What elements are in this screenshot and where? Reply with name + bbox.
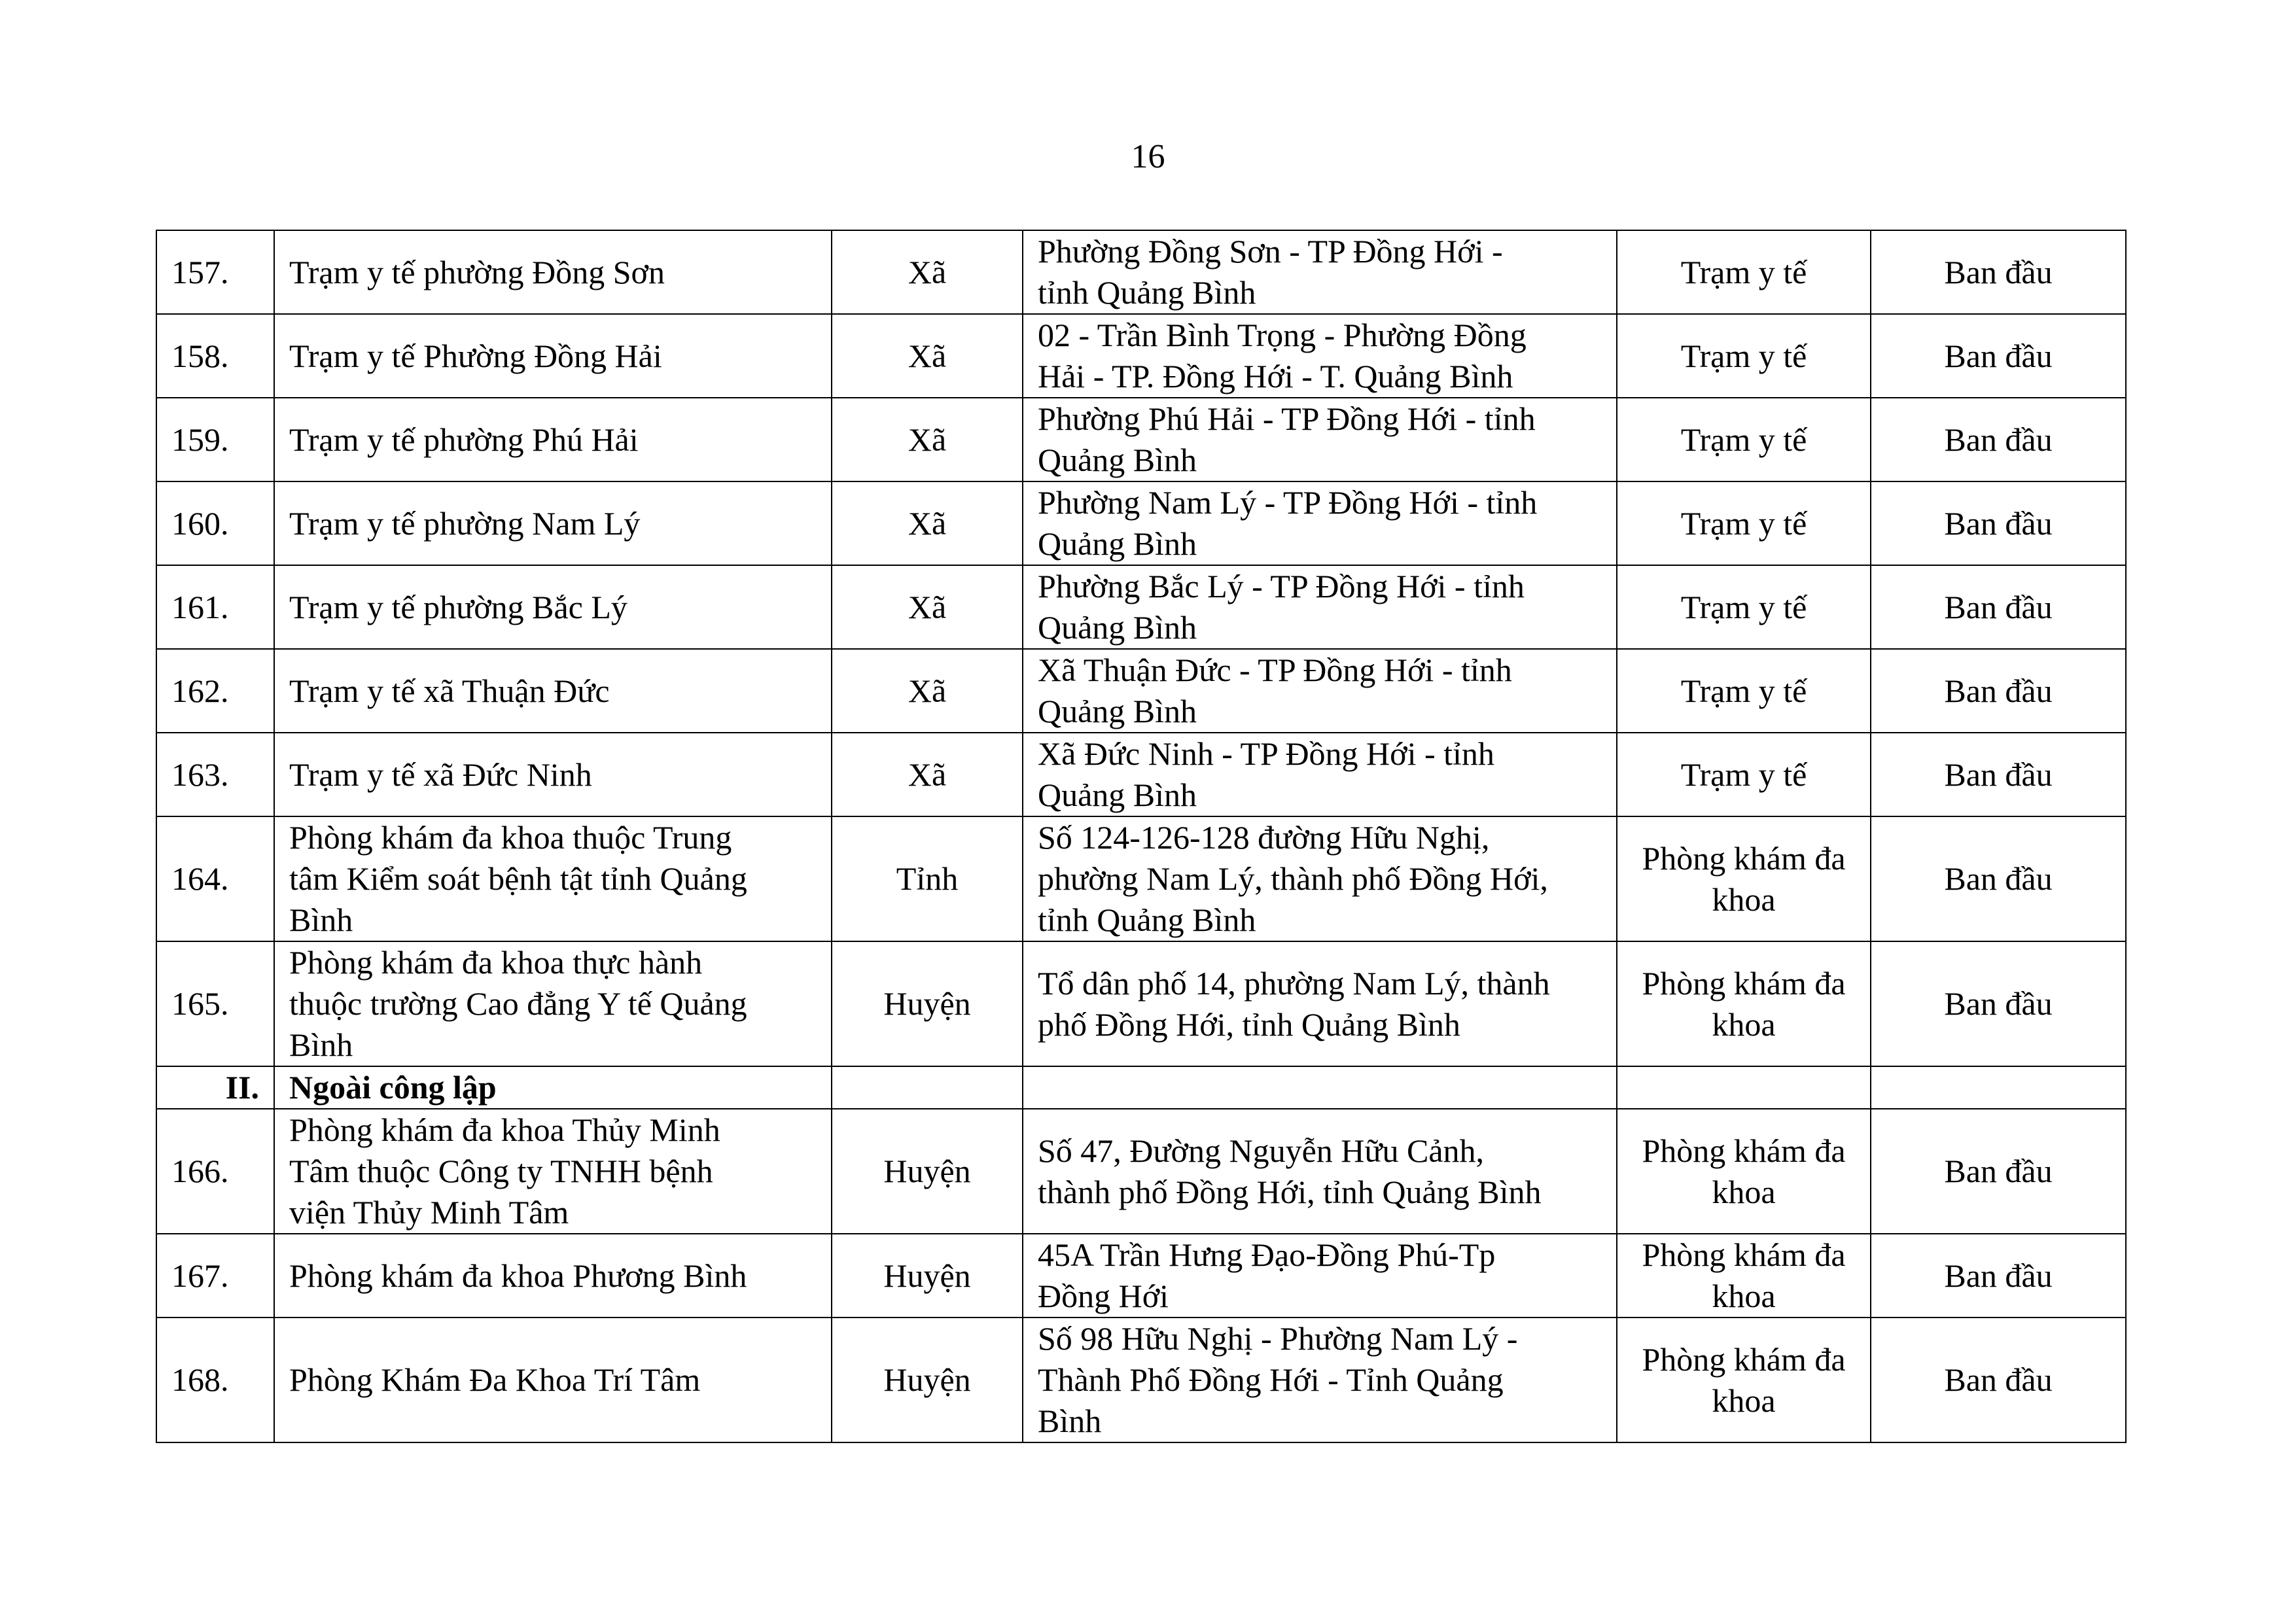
facility-address bbox=[1023, 1109, 1617, 1234]
section-row bbox=[156, 1066, 2126, 1109]
cell-line: Phòng khám đa bbox=[1642, 1236, 1846, 1273]
cell-line: tâm Kiểm soát bệnh tật tỉnh Quảng bbox=[289, 860, 747, 897]
cell-line: 02 - Trần Bình Trọng - Phường Đồng bbox=[1038, 317, 1527, 353]
facility-scope: Ban đầu bbox=[1871, 649, 2126, 733]
facility-level: Xã bbox=[832, 314, 1023, 398]
cell-line: Phòng khám đa bbox=[1642, 839, 1846, 877]
cell-line: Đồng Hới bbox=[1038, 1278, 1169, 1314]
facility-name bbox=[274, 1234, 832, 1318]
facility-address bbox=[1023, 1318, 1617, 1442]
cell-line: Hải - TP. Đồng Hới - T. Quảng Bình bbox=[1038, 358, 1513, 394]
facility-name bbox=[274, 733, 832, 816]
facility-scope: Ban đầu bbox=[1871, 230, 2126, 314]
cell-line: tỉnh Quảng Bình bbox=[1038, 901, 1256, 938]
empty-cell bbox=[1871, 1066, 2126, 1109]
row-number: 157. bbox=[156, 230, 274, 314]
cell-line: Số 98 Hữu Nghị - Phường Nam Lý - bbox=[1038, 1320, 1518, 1357]
facility-level: Xã bbox=[832, 230, 1023, 314]
cell-line: Trạm y tế bbox=[1680, 337, 1807, 374]
cell-line: Phường Nam Lý - TP Đồng Hới - tỉnh bbox=[1038, 484, 1538, 521]
facility-name bbox=[274, 816, 832, 941]
cell-line: Quảng Bình bbox=[1038, 525, 1197, 562]
table-row bbox=[156, 941, 2126, 1066]
facility-address bbox=[1023, 1234, 1617, 1318]
facility-scope: Ban đầu bbox=[1871, 314, 2126, 398]
row-number: 163. bbox=[156, 733, 274, 816]
cell-line: Quảng Bình bbox=[1038, 609, 1197, 646]
cell-line: phường Nam Lý, thành phố Đồng Hới, bbox=[1038, 860, 1548, 897]
empty-cell bbox=[832, 1066, 1023, 1109]
row-number: 167. bbox=[156, 1234, 274, 1318]
table-row bbox=[156, 230, 2126, 314]
cell-line: Trạm y tế bbox=[1680, 253, 1807, 290]
facility-table bbox=[156, 230, 2127, 1443]
facility-type bbox=[1617, 649, 1871, 733]
cell-line: Tâm thuộc Công ty TNHH bệnh bbox=[289, 1153, 713, 1189]
facility-scope: Ban đầu bbox=[1871, 481, 2126, 565]
cell-line: Thành Phố Đồng Hới - Tỉnh Quảng bbox=[1038, 1361, 1504, 1398]
cell-line: Số 47, Đường Nguyễn Hữu Cảnh, bbox=[1038, 1132, 1485, 1169]
table-row bbox=[156, 733, 2126, 816]
facility-scope: Ban đầu bbox=[1871, 816, 2126, 941]
page-number: 16 bbox=[1131, 138, 1165, 175]
facility-level: Huyện bbox=[832, 1234, 1023, 1318]
cell-line: Phòng khám đa bbox=[1642, 964, 1846, 1002]
cell-line: khoa bbox=[1712, 881, 1776, 918]
cell-line: khoa bbox=[1712, 1278, 1776, 1314]
cell-line: Phường Bắc Lý - TP Đồng Hới - tỉnh bbox=[1038, 568, 1525, 604]
empty-cell bbox=[1617, 1066, 1871, 1109]
cell-line: viện Thủy Minh Tâm bbox=[289, 1194, 569, 1230]
facility-name bbox=[274, 314, 832, 398]
cell-line: Phòng khám đa bbox=[1642, 1132, 1846, 1169]
facility-address bbox=[1023, 733, 1617, 816]
cell-line: Trạm y tế xã Thuận Đức bbox=[289, 672, 610, 709]
cell-line: Phòng khám đa khoa thuộc Trung bbox=[289, 819, 732, 856]
row-number: 161. bbox=[156, 565, 274, 649]
facility-level: Xã bbox=[832, 398, 1023, 481]
table-row bbox=[156, 1318, 2126, 1442]
facility-type bbox=[1617, 314, 1871, 398]
facility-level: Xã bbox=[832, 565, 1023, 649]
row-number: 162. bbox=[156, 649, 274, 733]
row-number: 160. bbox=[156, 481, 274, 565]
cell-line: Xã Đức Ninh - TP Đồng Hới - tỉnh bbox=[1038, 735, 1494, 772]
facility-type bbox=[1617, 733, 1871, 816]
facility-name bbox=[274, 398, 832, 481]
facility-name bbox=[274, 941, 832, 1066]
cell-line: Phường Phú Hải - TP Đồng Hới - tỉnh bbox=[1038, 400, 1536, 437]
cell-line: Xã Thuận Đức - TP Đồng Hới - tỉnh bbox=[1038, 652, 1512, 688]
facility-address bbox=[1023, 398, 1617, 481]
facility-type bbox=[1617, 816, 1871, 941]
cell-line: Bình bbox=[289, 901, 353, 938]
cell-line: Trạm y tế Phường Đồng Hải bbox=[289, 337, 662, 374]
table-row bbox=[156, 816, 2126, 941]
facility-type bbox=[1617, 565, 1871, 649]
facility-level: Xã bbox=[832, 649, 1023, 733]
facility-type bbox=[1617, 398, 1871, 481]
facility-address bbox=[1023, 816, 1617, 941]
row-number: 165. bbox=[156, 941, 274, 1066]
facility-name bbox=[274, 1318, 832, 1442]
cell-line: Trạm y tế bbox=[1680, 588, 1807, 625]
cell-line: phố Đồng Hới, tỉnh Quảng Bình bbox=[1038, 1005, 1460, 1043]
section-number: II. bbox=[156, 1066, 274, 1109]
facility-name bbox=[274, 230, 832, 314]
cell-line: khoa bbox=[1712, 1173, 1776, 1210]
cell-line: tỉnh Quảng Bình bbox=[1038, 274, 1256, 311]
facility-address bbox=[1023, 230, 1617, 314]
section-title: Ngoài công lập bbox=[274, 1066, 832, 1109]
row-number: 159. bbox=[156, 398, 274, 481]
facility-scope: Ban đầu bbox=[1871, 398, 2126, 481]
row-number: 166. bbox=[156, 1109, 274, 1234]
cell-line: Phường Đồng Sơn - TP Đồng Hới - bbox=[1038, 233, 1503, 270]
table-row bbox=[156, 314, 2126, 398]
table-row bbox=[156, 1109, 2126, 1234]
cell-line: Phòng khám đa khoa thực hành bbox=[289, 944, 703, 981]
facility-address bbox=[1023, 565, 1617, 649]
facility-level: Huyện bbox=[832, 941, 1023, 1066]
table-row bbox=[156, 565, 2126, 649]
cell-line: Trạm y tế phường Phú Hải bbox=[289, 421, 639, 458]
facility-address bbox=[1023, 481, 1617, 565]
facility-level: Xã bbox=[832, 481, 1023, 565]
table-row bbox=[156, 398, 2126, 481]
cell-line: thành phố Đồng Hới, tỉnh Quảng Bình bbox=[1038, 1173, 1542, 1210]
facility-address bbox=[1023, 314, 1617, 398]
cell-line: Trạm y tế phường Đồng Sơn bbox=[289, 253, 665, 290]
cell-line: Trạm y tế bbox=[1680, 672, 1807, 709]
cell-line: Trạm y tế xã Đức Ninh bbox=[289, 756, 592, 793]
cell-line: Phòng khám đa khoa Phương Bình bbox=[289, 1257, 747, 1294]
facility-type bbox=[1617, 1109, 1871, 1234]
cell-line: Phòng khám đa khoa Thủy Minh bbox=[289, 1111, 720, 1148]
cell-line: Trạm y tế phường Bắc Lý bbox=[289, 588, 627, 625]
cell-line: Tổ dân phố 14, phường Nam Lý, thành bbox=[1038, 964, 1550, 1002]
row-number: 158. bbox=[156, 314, 274, 398]
facility-name bbox=[274, 565, 832, 649]
facility-name bbox=[274, 649, 832, 733]
cell-line: Quảng Bình bbox=[1038, 777, 1197, 813]
cell-line: Phòng khám đa bbox=[1642, 1340, 1846, 1378]
facility-scope: Ban đầu bbox=[1871, 941, 2126, 1066]
cell-line: Số 124-126-128 đường Hữu Nghị, bbox=[1038, 819, 1490, 856]
cell-line: khoa bbox=[1712, 1382, 1776, 1419]
facility-address bbox=[1023, 649, 1617, 733]
table-row bbox=[156, 1234, 2126, 1318]
cell-line: Trạm y tế bbox=[1680, 756, 1807, 793]
facility-type bbox=[1617, 481, 1871, 565]
facility-type bbox=[1617, 1234, 1871, 1318]
facility-scope: Ban đầu bbox=[1871, 1234, 2126, 1318]
table-row bbox=[156, 649, 2126, 733]
facility-type bbox=[1617, 230, 1871, 314]
facility-name bbox=[274, 1109, 832, 1234]
cell-line: Phòng Khám Đa Khoa Trí Tâm bbox=[289, 1361, 701, 1398]
facility-type bbox=[1617, 1318, 1871, 1442]
facility-scope: Ban đầu bbox=[1871, 1109, 2126, 1234]
cell-line: khoa bbox=[1712, 1005, 1776, 1043]
cell-line: Quảng Bình bbox=[1038, 442, 1197, 478]
facility-level: Huyện bbox=[832, 1109, 1023, 1234]
facility-name bbox=[274, 481, 832, 565]
row-number: 164. bbox=[156, 816, 274, 941]
facility-level: Huyện bbox=[832, 1318, 1023, 1442]
facility-level: Xã bbox=[832, 733, 1023, 816]
facility-scope: Ban đầu bbox=[1871, 565, 2126, 649]
facility-type bbox=[1617, 941, 1871, 1066]
cell-line: Trạm y tế bbox=[1680, 504, 1807, 542]
facility-address bbox=[1023, 941, 1617, 1066]
empty-cell bbox=[1023, 1066, 1617, 1109]
cell-line: thuộc trường Cao đẳng Y tế Quảng bbox=[289, 985, 747, 1022]
cell-line: Bình bbox=[1038, 1403, 1102, 1439]
cell-line: Trạm y tế bbox=[1680, 421, 1807, 458]
cell-line: Trạm y tế phường Nam Lý bbox=[289, 504, 641, 542]
row-number: 168. bbox=[156, 1318, 274, 1442]
cell-line: Quảng Bình bbox=[1038, 693, 1197, 729]
facility-scope: Ban đầu bbox=[1871, 1318, 2126, 1442]
cell-line: 45A Trần Hưng Đạo-Đồng Phú-Tp bbox=[1038, 1236, 1496, 1273]
cell-line: Bình bbox=[289, 1026, 353, 1063]
facility-scope: Ban đầu bbox=[1871, 733, 2126, 816]
table-row bbox=[156, 481, 2126, 565]
facility-level: Tỉnh bbox=[832, 816, 1023, 941]
